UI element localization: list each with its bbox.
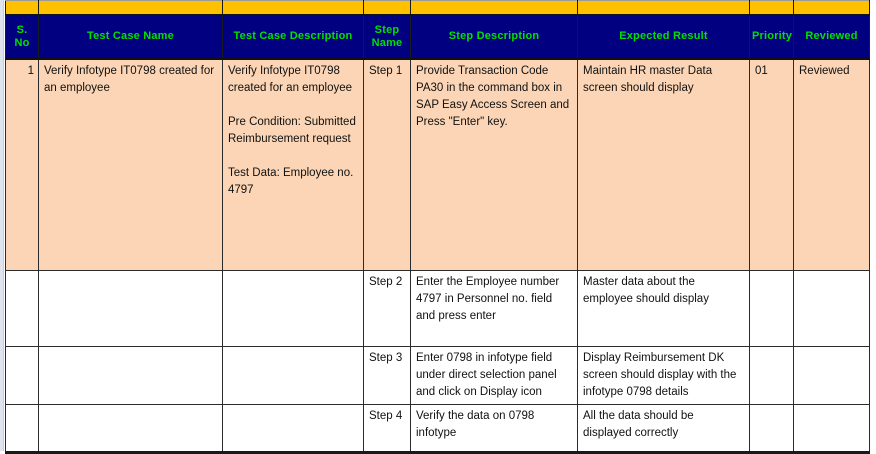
- cell-paragraph: Verify Infotype IT0798 created for an employee: [228, 64, 353, 94]
- column-header-step[interactable]: Step Name: [364, 15, 411, 59]
- cell-name[interactable]: [39, 405, 223, 453]
- column-header-name[interactable]: Test Case Name: [39, 15, 223, 59]
- accent-cell-sdesc: [411, 1, 578, 15]
- cell-sdesc[interactable]: Provide Transaction Code PA30 in the command box in SAP Easy Access Screen and Press "Enter" key.: [411, 59, 578, 271]
- column-header-exp[interactable]: Expected Result: [578, 15, 750, 59]
- cell-prio[interactable]: [750, 405, 794, 453]
- cell-name[interactable]: [39, 271, 223, 347]
- cell-desc[interactable]: [223, 347, 364, 405]
- cell-rev[interactable]: [794, 347, 870, 405]
- cell-sno[interactable]: [6, 405, 39, 453]
- cell-exp[interactable]: Display Reimbursement DK screen should display with the infotype 0798 details: [578, 347, 750, 405]
- cell-sno[interactable]: [6, 347, 39, 405]
- accent-cell-name: [39, 1, 223, 15]
- cell-sno[interactable]: 1: [6, 59, 39, 271]
- cell-step[interactable]: Step 3: [364, 347, 411, 405]
- cell-step[interactable]: Step 1: [364, 59, 411, 271]
- cell-exp[interactable]: All the data should be displayed correctly: [578, 405, 750, 453]
- cell-paragraph: Pre Condition: Submitted Reimbursement request: [228, 115, 356, 145]
- cell-prio[interactable]: [750, 347, 794, 405]
- accent-cell-sno: [6, 1, 39, 15]
- cell-rev[interactable]: [794, 271, 870, 347]
- column-header-rev[interactable]: Reviewed: [794, 15, 870, 59]
- accent-cell-prio: [750, 1, 794, 15]
- cell-prio[interactable]: [750, 271, 794, 347]
- table-row: [6, 405, 870, 453]
- right-margin: [870, 0, 876, 451]
- row-header-gutter: [0, 0, 4, 451]
- cell-sdesc[interactable]: Verify the data on 0798 infotype: [411, 405, 578, 453]
- cell-name[interactable]: [39, 347, 223, 405]
- cell-exp[interactable]: Maintain HR master Data screen should display: [578, 59, 750, 271]
- column-header-sno[interactable]: S. No: [6, 15, 39, 59]
- column-header-desc[interactable]: Test Case Description: [223, 15, 364, 59]
- cell-step[interactable]: Step 4: [364, 405, 411, 453]
- accent-cell-exp: [578, 1, 750, 15]
- cell-rev[interactable]: [794, 405, 870, 453]
- cell-prio[interactable]: 01: [750, 59, 794, 271]
- table-row: [6, 59, 870, 271]
- cell-paragraph: Test Data: Employee no. 4797: [228, 166, 354, 196]
- cell-step[interactable]: Step 2: [364, 271, 411, 347]
- cell-rev[interactable]: Reviewed: [794, 59, 870, 271]
- accent-cell-rev: [794, 1, 870, 15]
- cell-desc[interactable]: [223, 405, 364, 453]
- cell-desc[interactable]: [223, 59, 364, 271]
- table-header-row: [6, 15, 870, 59]
- cell-sno[interactable]: [6, 271, 39, 347]
- cell-sdesc[interactable]: Enter 0798 in infotype field under direct selection panel and click on Display icon: [411, 347, 578, 405]
- cell-sdesc[interactable]: Enter the Employee number 4797 in Personnel no. field and press enter: [411, 271, 578, 347]
- cell-desc[interactable]: [223, 271, 364, 347]
- table-top-accent-band: [6, 1, 870, 15]
- accent-cell-desc: [223, 1, 364, 15]
- table-row: [6, 271, 870, 347]
- cell-name[interactable]: Verify Infotype IT0798 created for an employee: [39, 59, 223, 271]
- column-header-prio[interactable]: Priority: [750, 15, 794, 59]
- test-case-table: [5, 0, 870, 454]
- column-header-sdesc[interactable]: Step Description: [411, 15, 578, 59]
- table-row: [6, 347, 870, 405]
- accent-cell-step: [364, 1, 411, 15]
- cell-exp[interactable]: Master data about the employee should display: [578, 271, 750, 347]
